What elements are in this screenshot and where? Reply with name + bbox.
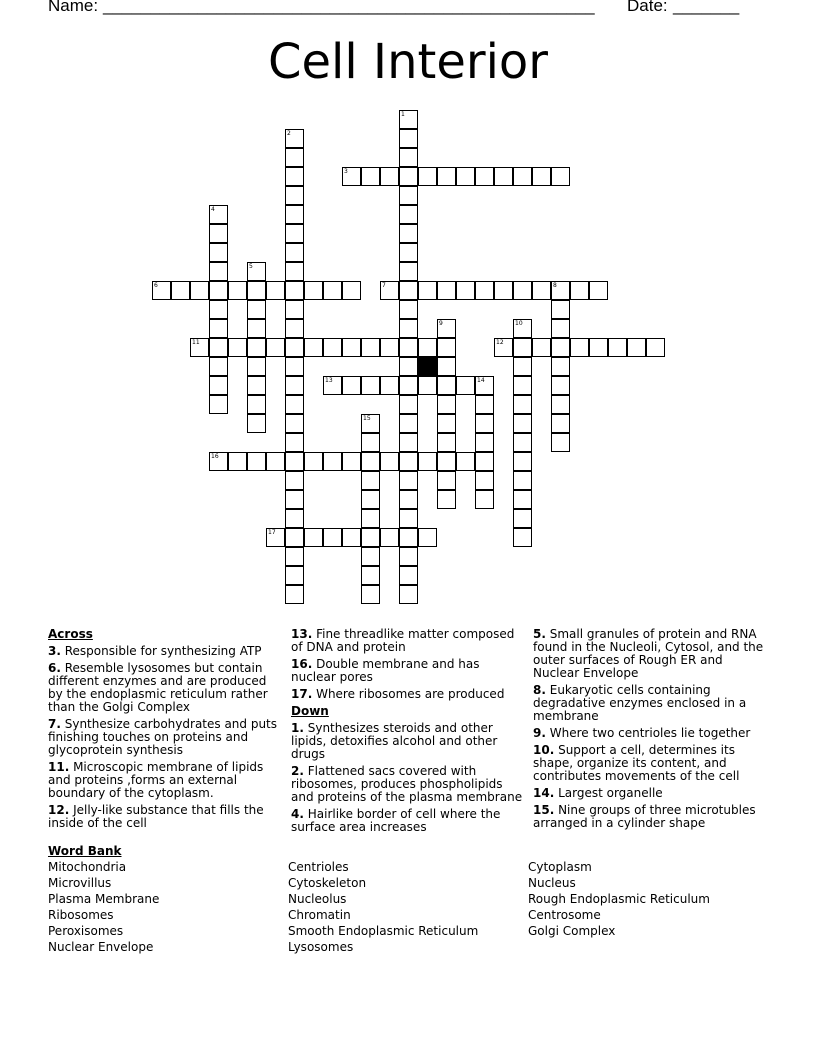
clue (48, 645, 284, 658)
grid-cell[interactable] (285, 509, 304, 528)
grid-cell[interactable] (513, 471, 532, 490)
grid-cell[interactable] (513, 281, 532, 300)
grid-cell[interactable] (209, 224, 228, 243)
grid-cell[interactable] (209, 243, 228, 262)
grid-cell[interactable] (494, 338, 513, 357)
grid-cell[interactable] (361, 566, 380, 585)
clue-text: Where ribosomes are produced (312, 687, 505, 701)
clue-number-label: 15. (533, 803, 555, 817)
grid-cell[interactable] (475, 376, 494, 395)
grid-cell[interactable] (513, 395, 532, 414)
black-square (418, 357, 437, 376)
grid-cell[interactable] (399, 566, 418, 585)
grid-cell[interactable] (209, 205, 228, 224)
clue-number-label: 1. (291, 721, 304, 735)
grid-cell[interactable] (285, 376, 304, 395)
grid-cell[interactable] (380, 167, 399, 186)
grid-cell[interactable] (266, 338, 285, 357)
grid-cell[interactable] (551, 376, 570, 395)
clue-text: Resemble lysosomes but contain different enzymes and are produced by the endoplasmic reticulum rather than the Golgi Complex (48, 661, 268, 714)
grid-cell[interactable] (399, 547, 418, 566)
clue-text: Small granules of protein and RNA found in the Nucleoli, Cytosol, and the outer surfaces of Rough ER and Nuclear Envelope (533, 627, 764, 680)
clues-column-1 (48, 628, 284, 834)
grid-cell[interactable] (228, 338, 247, 357)
grid-cell[interactable] (285, 243, 304, 262)
grid-cell[interactable] (323, 376, 342, 395)
grid-cell[interactable] (285, 528, 304, 547)
grid-cell[interactable] (437, 167, 456, 186)
grid-cell[interactable] (494, 167, 513, 186)
date-line: _______ (673, 0, 740, 15)
down-heading: Down (291, 704, 329, 718)
grid-cell[interactable] (342, 452, 361, 471)
grid-cell[interactable] (399, 167, 418, 186)
grid-cell[interactable] (608, 338, 627, 357)
grid-cell[interactable] (247, 357, 266, 376)
grid-cell[interactable] (399, 433, 418, 452)
clue (48, 761, 284, 800)
grid-cell[interactable] (285, 224, 304, 243)
grid-cell[interactable] (418, 452, 437, 471)
clue-number: 16 (211, 453, 219, 460)
word-bank-item: Nucleolus (288, 892, 347, 906)
word-bank-item: Smooth Endoplasmic Reticulum (288, 924, 479, 938)
grid-cell[interactable] (456, 376, 475, 395)
grid-cell[interactable] (361, 547, 380, 566)
grid-cell[interactable] (380, 452, 399, 471)
grid-cell[interactable] (285, 167, 304, 186)
grid-cell[interactable] (399, 224, 418, 243)
grid-cell[interactable] (399, 376, 418, 395)
grid-cell[interactable] (399, 110, 418, 129)
grid-cell[interactable] (437, 490, 456, 509)
grid-cell[interactable] (361, 509, 380, 528)
grid-cell[interactable] (418, 528, 437, 547)
clue-number: 10 (515, 320, 523, 327)
grid-cell[interactable] (285, 433, 304, 452)
grid-cell[interactable] (209, 281, 228, 300)
word-bank-item: Microvillus (48, 876, 112, 890)
grid-cell[interactable] (361, 471, 380, 490)
grid-cell[interactable] (285, 129, 304, 148)
grid-cell[interactable] (247, 319, 266, 338)
clue-number-label: 10. (533, 743, 555, 757)
clue-text: Fine threadlike matter composed of DNA and protein (291, 627, 515, 654)
grid-cell[interactable] (361, 585, 380, 604)
clue (291, 688, 524, 701)
grid-cell[interactable] (399, 300, 418, 319)
grid-cell[interactable] (361, 452, 380, 471)
grid-cell[interactable] (475, 490, 494, 509)
word-bank-item: Cytoskeleton (288, 876, 367, 890)
grid-cell[interactable] (399, 338, 418, 357)
grid-cell[interactable] (342, 167, 361, 186)
grid-cell[interactable] (285, 357, 304, 376)
grid-cell[interactable] (361, 338, 380, 357)
clue (48, 804, 284, 830)
clue-number-label: 3. (48, 644, 61, 658)
grid-cell[interactable] (532, 281, 551, 300)
grid-cell[interactable] (209, 376, 228, 395)
grid-cell[interactable] (399, 262, 418, 281)
grid-cell[interactable] (551, 167, 570, 186)
grid-cell[interactable] (342, 528, 361, 547)
grid-cell[interactable] (285, 338, 304, 357)
word-bank-item: Centrosome (528, 908, 601, 922)
grid-cell[interactable] (266, 452, 285, 471)
grid-cell[interactable] (437, 357, 456, 376)
grid-cell[interactable] (551, 357, 570, 376)
clue-number: 12 (496, 339, 504, 346)
grid-cell[interactable] (437, 338, 456, 357)
word-bank-column-2 (288, 859, 478, 955)
grid-cell[interactable] (361, 414, 380, 433)
clue-number-label: 12. (48, 803, 70, 817)
grid-cell[interactable] (437, 452, 456, 471)
grid-cell[interactable] (247, 281, 266, 300)
word-bank-item: Lysosomes (288, 940, 354, 954)
grid-cell[interactable] (380, 338, 399, 357)
grid-cell[interactable] (399, 281, 418, 300)
clue-number-label: 9. (533, 726, 546, 740)
grid-cell[interactable] (285, 547, 304, 566)
grid-cell[interactable] (361, 528, 380, 547)
word-bank-item: Rough Endoplasmic Reticulum (528, 892, 710, 906)
grid-cell[interactable] (399, 148, 418, 167)
grid-cell[interactable] (513, 414, 532, 433)
grid-cell[interactable] (209, 395, 228, 414)
clue-number-label: 13. (291, 627, 313, 641)
word-bank-item: Centrioles (288, 860, 349, 874)
date-label: Date: (627, 0, 668, 15)
clue (533, 684, 769, 723)
grid-cell[interactable] (285, 566, 304, 585)
grid-cell[interactable] (551, 281, 570, 300)
grid-cell[interactable] (475, 281, 494, 300)
grid-cell[interactable] (209, 319, 228, 338)
grid-cell[interactable] (361, 490, 380, 509)
clue-number-label: 8. (533, 683, 546, 697)
grid-cell[interactable] (437, 395, 456, 414)
clue-text: Support a cell, determines its shape, organize its content, and contributes movements of the cell (533, 743, 740, 783)
word-bank-item: Peroxisomes (48, 924, 124, 938)
name-label: Name: (48, 0, 99, 15)
grid-cell[interactable] (304, 528, 323, 547)
grid-cell[interactable] (171, 281, 190, 300)
clue (533, 628, 769, 680)
grid-cell[interactable] (361, 433, 380, 452)
clue-number-label: 5. (533, 627, 546, 641)
grid-cell[interactable] (361, 376, 380, 395)
clue-text: Jelly-like substance that fills the inside of the cell (48, 803, 264, 830)
grid-cell[interactable] (209, 300, 228, 319)
clue-text: Nine groups of three microtubles arranged in a cylinder shape (533, 803, 756, 830)
grid-cell[interactable] (532, 338, 551, 357)
grid-cell[interactable] (380, 528, 399, 547)
grid-cell[interactable] (285, 585, 304, 604)
grid-cell[interactable] (399, 509, 418, 528)
grid-cell[interactable] (209, 357, 228, 376)
grid-cell[interactable] (285, 395, 304, 414)
grid-cell[interactable] (247, 300, 266, 319)
grid-cell[interactable] (570, 281, 589, 300)
grid-cell[interactable] (285, 490, 304, 509)
clues-column-2 (291, 628, 524, 838)
clue-number-label: 7. (48, 717, 61, 731)
grid-cell[interactable] (589, 338, 608, 357)
word-bank-heading: Word Bank (48, 844, 122, 858)
grid-cell[interactable] (247, 414, 266, 433)
grid-cell[interactable] (456, 452, 475, 471)
grid-cell[interactable] (399, 528, 418, 547)
grid-cell[interactable] (247, 338, 266, 357)
grid-cell[interactable] (285, 186, 304, 205)
word-bank-item: Golgi Complex (528, 924, 616, 938)
clue-number: 6 (154, 282, 158, 289)
across-heading: Across (48, 627, 93, 641)
page-title: Cell Interior (267, 34, 549, 90)
grid-cell[interactable] (551, 319, 570, 338)
clue (48, 662, 284, 714)
word-bank-item: Ribosomes (48, 908, 114, 922)
grid-cell[interactable] (399, 205, 418, 224)
grid-cell[interactable] (209, 338, 228, 357)
grid-cell[interactable] (418, 338, 437, 357)
clue-number: 4 (211, 206, 215, 213)
grid-cell[interactable] (228, 281, 247, 300)
clue-text: Synthesize carbohydrates and puts finishing touches on proteins and glycoprotein synthesis (48, 717, 278, 757)
clue-text: Where two centrioles lie together (545, 726, 751, 740)
grid-cell[interactable] (323, 281, 342, 300)
grid-cell[interactable] (190, 338, 209, 357)
grid-cell[interactable] (513, 357, 532, 376)
clue-text: Largest organelle (554, 786, 663, 800)
grid-cell[interactable] (513, 319, 532, 338)
clue-number: 14 (477, 377, 485, 384)
grid-cell[interactable] (532, 167, 551, 186)
grid-cell[interactable] (494, 281, 513, 300)
clue (291, 722, 524, 761)
grid-cell[interactable] (380, 376, 399, 395)
clue-text: Microscopic membrane of lipids and proteins ,forms an external boundary of the cytoplasm. (48, 760, 264, 800)
clue-number-label: 6. (48, 661, 61, 675)
grid-cell[interactable] (399, 585, 418, 604)
clue-text: Hairlike border of cell where the surface area increases (291, 807, 501, 834)
grid-cell[interactable] (342, 376, 361, 395)
grid-cell[interactable] (475, 414, 494, 433)
clue-number: 9 (439, 320, 443, 327)
grid-cell[interactable] (551, 300, 570, 319)
word-bank-item: Plasma Membrane (48, 892, 160, 906)
grid-cell[interactable] (285, 319, 304, 338)
grid-cell[interactable] (323, 338, 342, 357)
grid-cell[interactable] (551, 414, 570, 433)
grid-cell[interactable] (399, 129, 418, 148)
grid-cell[interactable] (304, 281, 323, 300)
grid-cell[interactable] (285, 205, 304, 224)
grid-cell[interactable] (475, 471, 494, 490)
clue (533, 744, 769, 783)
grid-cell[interactable] (513, 433, 532, 452)
grid-cell[interactable] (513, 376, 532, 395)
grid-cell[interactable] (589, 281, 608, 300)
grid-cell[interactable] (285, 148, 304, 167)
grid-cell[interactable] (285, 300, 304, 319)
clue-number-label: 17. (291, 687, 313, 701)
clue-number-label: 4. (291, 807, 304, 821)
clue (533, 727, 769, 740)
grid-cell[interactable] (247, 376, 266, 395)
grid-cell[interactable] (380, 281, 399, 300)
clue-number: 2 (287, 130, 291, 137)
grid-cell[interactable] (266, 528, 285, 547)
clue (291, 765, 524, 804)
clue (291, 808, 524, 834)
grid-cell[interactable] (361, 167, 380, 186)
grid-cell[interactable] (399, 319, 418, 338)
clue (291, 658, 524, 684)
grid-cell[interactable] (209, 262, 228, 281)
clue-number: 1 (401, 111, 405, 118)
word-bank-item: Cytoplasm (528, 860, 592, 874)
grid-cell[interactable] (475, 395, 494, 414)
clue-text: Synthesizes steroids and other lipids, detoxifies alcohol and other drugs (291, 721, 498, 761)
grid-cell[interactable] (342, 281, 361, 300)
clue-number: 7 (382, 282, 386, 289)
grid-cell[interactable] (247, 452, 266, 471)
grid-cell[interactable] (513, 167, 532, 186)
grid-cell[interactable] (342, 338, 361, 357)
word-bank-item: Nuclear Envelope (48, 940, 154, 954)
clues-column-3 (533, 628, 769, 834)
clue-number-label: 11. (48, 760, 70, 774)
grid-cell[interactable] (437, 414, 456, 433)
clue-text: Double membrane and has nuclear pores (291, 657, 480, 684)
grid-cell[interactable] (513, 338, 532, 357)
grid-cell[interactable] (399, 414, 418, 433)
grid-cell[interactable] (285, 414, 304, 433)
grid-cell[interactable] (475, 167, 494, 186)
clue-number: 17 (268, 529, 276, 536)
name-line: ____________________________________________________ (103, 0, 595, 15)
grid-cell[interactable] (437, 319, 456, 338)
grid-cell[interactable] (323, 452, 342, 471)
grid-cell[interactable] (551, 433, 570, 452)
clue-number: 13 (325, 377, 333, 384)
grid-cell[interactable] (437, 281, 456, 300)
word-bank-item: Nucleus (528, 876, 576, 890)
grid-cell[interactable] (418, 167, 437, 186)
grid-cell[interactable] (304, 338, 323, 357)
grid-cell[interactable] (513, 509, 532, 528)
clue (533, 804, 769, 830)
grid-cell[interactable] (437, 471, 456, 490)
grid-cell[interactable] (399, 395, 418, 414)
grid-cell[interactable] (323, 528, 342, 547)
grid-cell[interactable] (399, 357, 418, 376)
grid-cell[interactable] (437, 433, 456, 452)
clue-number: 5 (249, 263, 253, 270)
grid-cell[interactable] (266, 281, 285, 300)
clue-text: Flattened sacs covered with ribosomes, produces phospholipids and proteins of the plasma membrane (291, 764, 523, 804)
grid-cell[interactable] (152, 281, 171, 300)
grid-cell[interactable] (437, 376, 456, 395)
clue-text: Responsible for synthesizing ATP (60, 644, 262, 658)
grid-cell[interactable] (399, 243, 418, 262)
grid-cell[interactable] (285, 262, 304, 281)
clue-number: 3 (344, 168, 348, 175)
word-bank-item: Mitochondria (48, 860, 127, 874)
grid-cell[interactable] (285, 281, 304, 300)
clue (48, 718, 284, 757)
grid-cell[interactable] (475, 433, 494, 452)
word-bank-item: Chromatin (288, 908, 351, 922)
grid-cell[interactable] (551, 395, 570, 414)
grid-cell[interactable] (475, 452, 494, 471)
grid-cell[interactable] (209, 452, 228, 471)
clue (291, 628, 524, 654)
clue-number-label: 16. (291, 657, 313, 671)
grid-cell[interactable] (399, 452, 418, 471)
grid-cell[interactable] (418, 376, 437, 395)
word-bank-column-3 (528, 859, 710, 939)
grid-cell[interactable] (247, 395, 266, 414)
clue-text: Eukaryotic cells containing degradative enzymes enclosed in a membrane (533, 683, 747, 723)
grid-cell[interactable] (418, 281, 437, 300)
grid-cell[interactable] (551, 338, 570, 357)
clue-number: 11 (192, 339, 200, 346)
clue-number: 15 (363, 415, 371, 422)
grid-cell[interactable] (513, 528, 532, 547)
clue-number-label: 2. (291, 764, 304, 778)
grid-cell[interactable] (399, 186, 418, 205)
grid-cell[interactable] (304, 452, 323, 471)
grid-cell[interactable] (627, 338, 646, 357)
clue-number-label: 14. (533, 786, 555, 800)
grid-cell[interactable] (285, 471, 304, 490)
grid-cell[interactable] (228, 452, 247, 471)
grid-cell[interactable] (456, 167, 475, 186)
grid-cell[interactable] (513, 452, 532, 471)
grid-cell[interactable] (570, 338, 589, 357)
grid-cell[interactable] (285, 452, 304, 471)
clue-number: 8 (553, 282, 557, 289)
grid-cell[interactable] (399, 490, 418, 509)
word-bank-column-1 (48, 859, 159, 955)
clue (533, 787, 769, 800)
grid-cell[interactable] (646, 338, 665, 357)
grid-cell[interactable] (456, 281, 475, 300)
grid-cell[interactable] (247, 262, 266, 281)
grid-cell[interactable] (190, 281, 209, 300)
grid-cell[interactable] (513, 490, 532, 509)
grid-cell[interactable] (399, 471, 418, 490)
